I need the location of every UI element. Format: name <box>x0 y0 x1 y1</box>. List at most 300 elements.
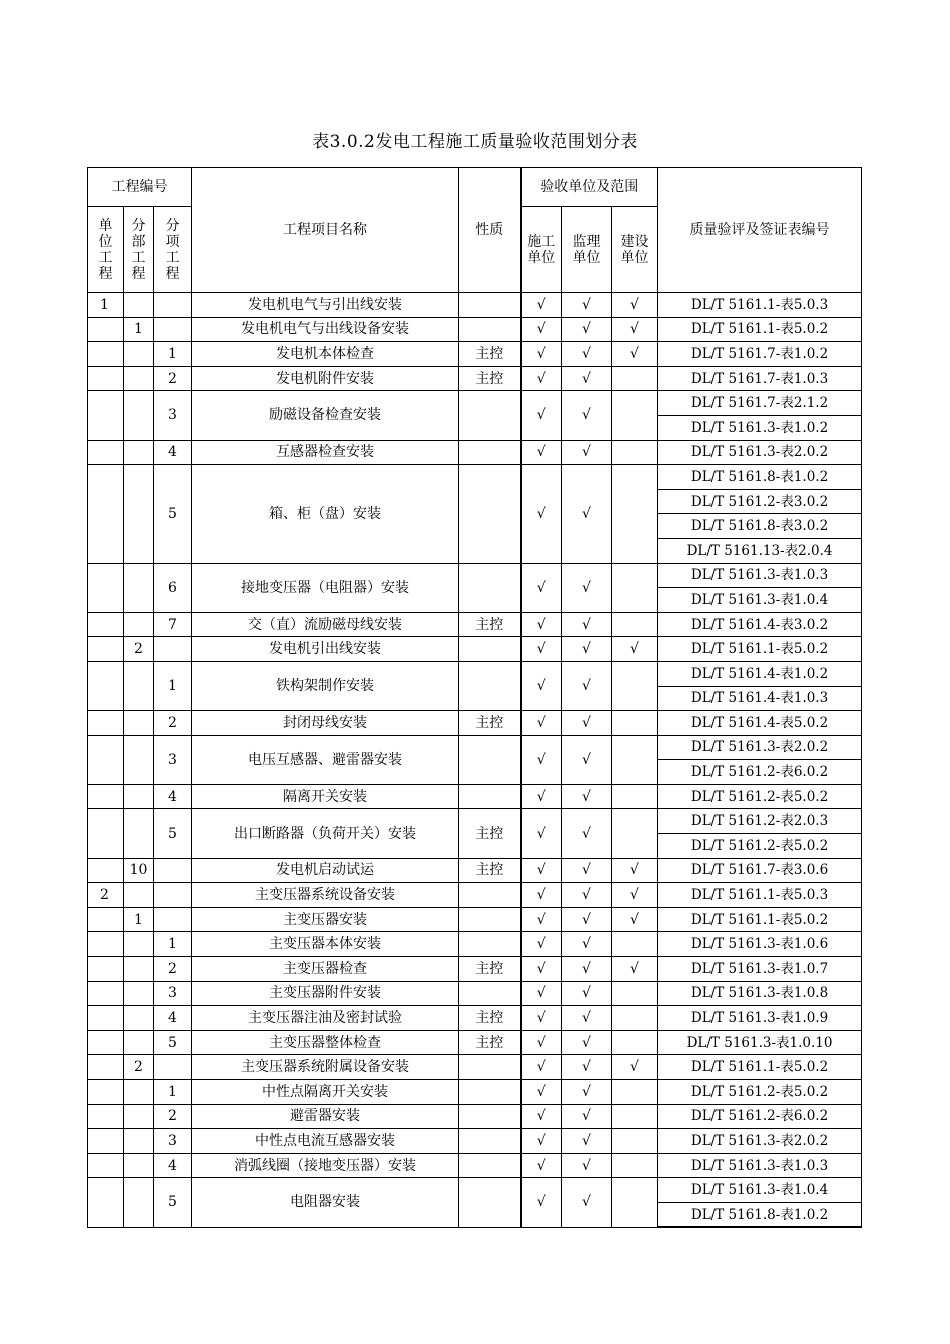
form-number: DL/T 5161.2-表5.0.2 <box>658 784 862 809</box>
construction-check: √ <box>521 957 562 982</box>
nature <box>459 1129 521 1154</box>
construction-check: √ <box>521 1030 562 1055</box>
form-number: DL/T 5161.1-表5.0.2 <box>658 907 862 932</box>
form-number: DL/T 5161.13-表2.0.4 <box>658 538 862 563</box>
division-number <box>124 981 154 1006</box>
item-number <box>154 1055 192 1080</box>
table-row <box>88 809 862 834</box>
nature: 主控 <box>459 858 521 883</box>
division-number: 1 <box>124 907 154 932</box>
owner-check <box>612 1030 658 1055</box>
division-number <box>124 661 154 710</box>
form-number: DL/T 5161.3-表1.0.8 <box>658 981 862 1006</box>
item-number: 2 <box>154 1104 192 1129</box>
form-number: DL/T 5161.2-表5.0.2 <box>658 1080 862 1105</box>
item-number: 4 <box>154 1153 192 1178</box>
form-number: DL/T 5161.3-表1.0.10 <box>658 1030 862 1055</box>
owner-check: √ <box>612 883 658 908</box>
supervision-check: √ <box>562 711 612 736</box>
division-number <box>124 932 154 957</box>
division-number: 2 <box>124 637 154 662</box>
nature <box>459 317 521 342</box>
nature <box>459 883 521 908</box>
supervision-check: √ <box>562 1080 612 1105</box>
table-row <box>88 1080 862 1105</box>
table-row <box>88 293 862 318</box>
construction-check: √ <box>521 809 562 858</box>
table-row <box>88 391 862 416</box>
project-name: 出口断路器（负荷开关）安装 <box>192 809 459 858</box>
project-name: 主变压器系统附属设备安装 <box>192 1055 459 1080</box>
unit-number: 2 <box>88 883 124 908</box>
division-number <box>124 1129 154 1154</box>
table-row <box>88 883 862 908</box>
division-number <box>124 293 154 318</box>
header-owner-unit: 建设 单位 <box>612 207 658 293</box>
item-number: 3 <box>154 981 192 1006</box>
supervision-check: √ <box>562 1153 612 1178</box>
item-number: 4 <box>154 784 192 809</box>
item-number: 2 <box>154 366 192 391</box>
construction-check: √ <box>521 1153 562 1178</box>
division-number <box>124 612 154 637</box>
form-number: DL/T 5161.3-表1.0.7 <box>658 957 862 982</box>
nature <box>459 907 521 932</box>
unit-number <box>88 858 124 883</box>
project-name: 主变压器检查 <box>192 957 459 982</box>
form-number: DL/T 5161.1-表5.0.2 <box>658 317 862 342</box>
supervision-check: √ <box>562 440 612 465</box>
project-name: 避雷器安装 <box>192 1104 459 1129</box>
header-item-project: 分 项 工 程 <box>154 207 192 293</box>
item-number: 4 <box>154 1006 192 1031</box>
construction-check: √ <box>521 711 562 736</box>
unit-number <box>88 1153 124 1178</box>
project-name: 互感器检查安装 <box>192 440 459 465</box>
form-number: DL/T 5161.4-表1.0.2 <box>658 661 862 686</box>
form-number: DL/T 5161.4-表1.0.3 <box>658 686 862 711</box>
unit-number <box>88 1030 124 1055</box>
nature: 主控 <box>459 1030 521 1055</box>
nature <box>459 391 521 440</box>
owner-check: √ <box>612 342 658 367</box>
supervision-check: √ <box>562 293 612 318</box>
supervision-check: √ <box>562 1030 612 1055</box>
owner-check <box>612 711 658 736</box>
supervision-check: √ <box>562 317 612 342</box>
unit-number <box>88 1104 124 1129</box>
project-name: 接地变压器（电阻器）安装 <box>192 563 459 612</box>
form-number: DL/T 5161.7-表1.0.3 <box>658 366 862 391</box>
division-number <box>124 1153 154 1178</box>
item-number <box>154 317 192 342</box>
project-name: 消弧线圈（接地变压器）安装 <box>192 1153 459 1178</box>
owner-check: √ <box>612 1055 658 1080</box>
owner-check <box>612 465 658 563</box>
nature <box>459 1055 521 1080</box>
construction-check: √ <box>521 1104 562 1129</box>
supervision-check: √ <box>562 342 612 367</box>
project-name: 中性点隔离开关安装 <box>192 1080 459 1105</box>
unit-number <box>88 711 124 736</box>
nature <box>459 1178 521 1227</box>
table-row <box>88 465 862 490</box>
project-name: 发电机引出线安装 <box>192 637 459 662</box>
table-row <box>88 366 862 391</box>
division-number <box>124 366 154 391</box>
form-number: DL/T 5161.7-表2.1.2 <box>658 391 862 416</box>
nature <box>459 563 521 612</box>
division-number <box>124 957 154 982</box>
owner-check: √ <box>612 957 658 982</box>
form-number: DL/T 5161.2-表2.0.3 <box>658 809 862 834</box>
unit-number <box>88 317 124 342</box>
construction-check: √ <box>521 932 562 957</box>
construction-check: √ <box>521 661 562 710</box>
construction-check: √ <box>521 366 562 391</box>
nature: 主控 <box>459 366 521 391</box>
header-project-name: 工程项目名称 <box>192 168 459 293</box>
division-number <box>124 1006 154 1031</box>
item-number: 1 <box>154 342 192 367</box>
project-name: 发电机电气与出线设备安装 <box>192 317 459 342</box>
construction-check: √ <box>521 293 562 318</box>
item-number: 1 <box>154 1080 192 1105</box>
owner-check <box>612 391 658 440</box>
project-name: 电压互感器、避雷器安装 <box>192 735 459 784</box>
supervision-check: √ <box>562 391 612 440</box>
project-name: 箱、柜（盘）安装 <box>192 465 459 563</box>
unit-number <box>88 907 124 932</box>
owner-check <box>612 612 658 637</box>
unit-number <box>88 809 124 858</box>
project-name: 隔离开关安装 <box>192 784 459 809</box>
owner-check: √ <box>612 637 658 662</box>
table-row <box>88 440 862 465</box>
owner-check <box>612 932 658 957</box>
project-name: 主变压器注油及密封试验 <box>192 1006 459 1031</box>
division-number <box>124 465 154 563</box>
nature <box>459 735 521 784</box>
construction-check: √ <box>521 1006 562 1031</box>
project-name: 封闭母线安装 <box>192 711 459 736</box>
project-name: 主变压器整体检查 <box>192 1030 459 1055</box>
item-number: 5 <box>154 465 192 563</box>
item-number: 4 <box>154 440 192 465</box>
supervision-check: √ <box>562 809 612 858</box>
owner-check: √ <box>612 907 658 932</box>
nature: 主控 <box>459 957 521 982</box>
owner-check <box>612 563 658 612</box>
owner-check <box>612 661 658 710</box>
form-number: DL/T 5161.4-表5.0.2 <box>658 711 862 736</box>
table-body <box>88 293 862 1228</box>
division-number <box>124 342 154 367</box>
table-row <box>88 1055 862 1080</box>
unit-number <box>88 1006 124 1031</box>
form-number: DL/T 5161.3-表1.0.4 <box>658 1178 862 1203</box>
division-number <box>124 1080 154 1105</box>
unit-number <box>88 366 124 391</box>
construction-check: √ <box>521 1178 562 1227</box>
owner-check <box>612 1080 658 1105</box>
header-acceptance-scope: 验收单位及范围 <box>521 168 658 207</box>
unit-number <box>88 612 124 637</box>
construction-check: √ <box>521 784 562 809</box>
division-number <box>124 440 154 465</box>
unit-number <box>88 957 124 982</box>
form-number: DL/T 5161.3-表1.0.2 <box>658 415 862 440</box>
table-row <box>88 1129 862 1154</box>
project-name: 电阻器安装 <box>192 1178 459 1227</box>
nature <box>459 932 521 957</box>
item-number: 5 <box>154 809 192 858</box>
form-number: DL/T 5161.3-表1.0.9 <box>658 1006 862 1031</box>
table-row <box>88 932 862 957</box>
construction-check: √ <box>521 1129 562 1154</box>
supervision-check: √ <box>562 1055 612 1080</box>
supervision-check: √ <box>562 957 612 982</box>
form-number: DL/T 5161.1-表5.0.2 <box>658 1055 862 1080</box>
project-name: 交（直）流励磁母线安装 <box>192 612 459 637</box>
project-name: 主变压器本体安装 <box>192 932 459 957</box>
construction-check: √ <box>521 563 562 612</box>
nature <box>459 1080 521 1105</box>
header-form-number: 质量验评及签证表编号 <box>658 168 862 293</box>
supervision-check: √ <box>562 465 612 563</box>
owner-check <box>612 366 658 391</box>
form-number: DL/T 5161.7-表1.0.2 <box>658 342 862 367</box>
supervision-check: √ <box>562 907 612 932</box>
construction-check: √ <box>521 317 562 342</box>
unit-number <box>88 391 124 440</box>
table-row <box>88 1178 862 1203</box>
form-number: DL/T 5161.8-表1.0.2 <box>658 465 862 490</box>
division-number: 10 <box>124 858 154 883</box>
division-number <box>124 563 154 612</box>
nature: 主控 <box>459 1006 521 1031</box>
supervision-check: √ <box>562 1178 612 1227</box>
unit-number <box>88 465 124 563</box>
supervision-check: √ <box>562 612 612 637</box>
form-number: DL/T 5161.3-表1.0.3 <box>658 563 862 588</box>
nature <box>459 661 521 710</box>
construction-check: √ <box>521 1055 562 1080</box>
nature <box>459 440 521 465</box>
item-number: 6 <box>154 563 192 612</box>
division-number: 2 <box>124 1055 154 1080</box>
table-row <box>88 1030 862 1055</box>
item-number: 1 <box>154 932 192 957</box>
division-number <box>124 1030 154 1055</box>
owner-check <box>612 1178 658 1227</box>
nature <box>459 465 521 563</box>
item-number: 2 <box>154 957 192 982</box>
table-row <box>88 981 862 1006</box>
unit-number <box>88 932 124 957</box>
supervision-check: √ <box>562 661 612 710</box>
construction-check: √ <box>521 391 562 440</box>
project-name: 中性点电流互感器安装 <box>192 1129 459 1154</box>
nature: 主控 <box>459 809 521 858</box>
item-number: 3 <box>154 391 192 440</box>
construction-check: √ <box>521 981 562 1006</box>
owner-check <box>612 440 658 465</box>
construction-check: √ <box>521 1080 562 1105</box>
header-construction-unit: 施工 单位 <box>521 207 562 293</box>
header-supervision-unit: 监理 单位 <box>562 207 612 293</box>
owner-check: √ <box>612 858 658 883</box>
owner-check: √ <box>612 293 658 318</box>
supervision-check: √ <box>562 1006 612 1031</box>
owner-check <box>612 1153 658 1178</box>
unit-number <box>88 637 124 662</box>
owner-check <box>612 735 658 784</box>
unit-number <box>88 735 124 784</box>
form-number: DL/T 5161.1-表5.0.3 <box>658 883 862 908</box>
owner-check <box>612 981 658 1006</box>
supervision-check: √ <box>562 981 612 1006</box>
construction-check: √ <box>521 735 562 784</box>
construction-check: √ <box>521 612 562 637</box>
project-name: 发电机电气与引出线安装 <box>192 293 459 318</box>
document-title: 表3.0.2发电工程施工质量验收范围划分表 <box>312 132 638 152</box>
unit-number <box>88 342 124 367</box>
unit-number <box>88 661 124 710</box>
construction-check: √ <box>521 907 562 932</box>
supervision-check: √ <box>562 637 612 662</box>
form-number: DL/T 5161.2-表3.0.2 <box>658 489 862 514</box>
nature <box>459 1104 521 1129</box>
unit-number <box>88 981 124 1006</box>
form-number: DL/T 5161.3-表2.0.2 <box>658 1129 862 1154</box>
supervision-check: √ <box>562 563 612 612</box>
unit-number <box>88 1129 124 1154</box>
form-number: DL/T 5161.3-表1.0.3 <box>658 1153 862 1178</box>
table-row <box>88 563 862 588</box>
table-row <box>88 1006 862 1031</box>
division-number <box>124 735 154 784</box>
table-row <box>88 907 862 932</box>
unit-number <box>88 1055 124 1080</box>
project-name: 主变压器系统设备安装 <box>192 883 459 908</box>
supervision-check: √ <box>562 883 612 908</box>
unit-number <box>88 440 124 465</box>
supervision-check: √ <box>562 858 612 883</box>
table-row <box>88 1104 862 1129</box>
supervision-check: √ <box>562 1104 612 1129</box>
project-name: 发电机本体检查 <box>192 342 459 367</box>
item-number: 1 <box>154 661 192 710</box>
division-number <box>124 809 154 858</box>
header-division-project: 分 部 工 程 <box>124 207 154 293</box>
project-name: 发电机启动试运 <box>192 858 459 883</box>
item-number: 3 <box>154 735 192 784</box>
division-number <box>124 883 154 908</box>
item-number <box>154 637 192 662</box>
header-unit-project: 单 位 工 程 <box>88 207 124 293</box>
table-row <box>88 735 862 760</box>
owner-check <box>612 1006 658 1031</box>
division-number <box>124 1104 154 1129</box>
unit-number <box>88 563 124 612</box>
nature <box>459 637 521 662</box>
construction-check: √ <box>521 858 562 883</box>
item-number <box>154 293 192 318</box>
unit-number <box>88 1178 124 1227</box>
table-row <box>88 858 862 883</box>
item-number: 2 <box>154 711 192 736</box>
nature <box>459 293 521 318</box>
project-name: 铁构架制作安装 <box>192 661 459 710</box>
form-number: DL/T 5161.3-表2.0.2 <box>658 440 862 465</box>
form-number: DL/T 5161.8-表3.0.2 <box>658 514 862 539</box>
owner-check <box>612 784 658 809</box>
nature: 主控 <box>459 342 521 367</box>
table-row <box>88 637 862 662</box>
form-number: DL/T 5161.4-表3.0.2 <box>658 612 862 637</box>
table-row <box>88 1153 862 1178</box>
construction-check: √ <box>521 440 562 465</box>
owner-check: √ <box>612 317 658 342</box>
form-number: DL/T 5161.1-表5.0.2 <box>658 637 862 662</box>
form-number: DL/T 5161.2-表5.0.2 <box>658 834 862 859</box>
nature <box>459 1153 521 1178</box>
division-number <box>124 784 154 809</box>
owner-check <box>612 1129 658 1154</box>
acceptance-scope-table <box>87 167 862 1228</box>
unit-number <box>88 784 124 809</box>
item-number: 5 <box>154 1030 192 1055</box>
nature <box>459 981 521 1006</box>
item-number: 7 <box>154 612 192 637</box>
supervision-check: √ <box>562 366 612 391</box>
form-number: DL/T 5161.2-表6.0.2 <box>658 1104 862 1129</box>
item-number: 3 <box>154 1129 192 1154</box>
table-row <box>88 317 862 342</box>
item-number <box>154 858 192 883</box>
owner-check <box>612 809 658 858</box>
nature: 主控 <box>459 612 521 637</box>
item-number: 5 <box>154 1178 192 1227</box>
header-nature: 性质 <box>459 168 521 293</box>
form-number: DL/T 5161.3-表1.0.4 <box>658 588 862 613</box>
construction-check: √ <box>521 883 562 908</box>
form-number: DL/T 5161.8-表1.0.2 <box>658 1202 862 1227</box>
item-number <box>154 883 192 908</box>
construction-check: √ <box>521 342 562 367</box>
supervision-check: √ <box>562 1129 612 1154</box>
division-number: 1 <box>124 317 154 342</box>
division-number <box>124 1178 154 1227</box>
form-number: DL/T 5161.3-表2.0.2 <box>658 735 862 760</box>
unit-number: 1 <box>88 293 124 318</box>
table-row <box>88 342 862 367</box>
table-row <box>88 661 862 686</box>
table-row <box>88 784 862 809</box>
table-row <box>88 957 862 982</box>
table-row <box>88 711 862 736</box>
form-number: DL/T 5161.3-表1.0.6 <box>658 932 862 957</box>
construction-check: √ <box>521 465 562 563</box>
nature <box>459 784 521 809</box>
table-row <box>88 612 862 637</box>
supervision-check: √ <box>562 735 612 784</box>
division-number <box>124 391 154 440</box>
project-name: 主变压器附件安装 <box>192 981 459 1006</box>
supervision-check: √ <box>562 932 612 957</box>
item-number <box>154 907 192 932</box>
